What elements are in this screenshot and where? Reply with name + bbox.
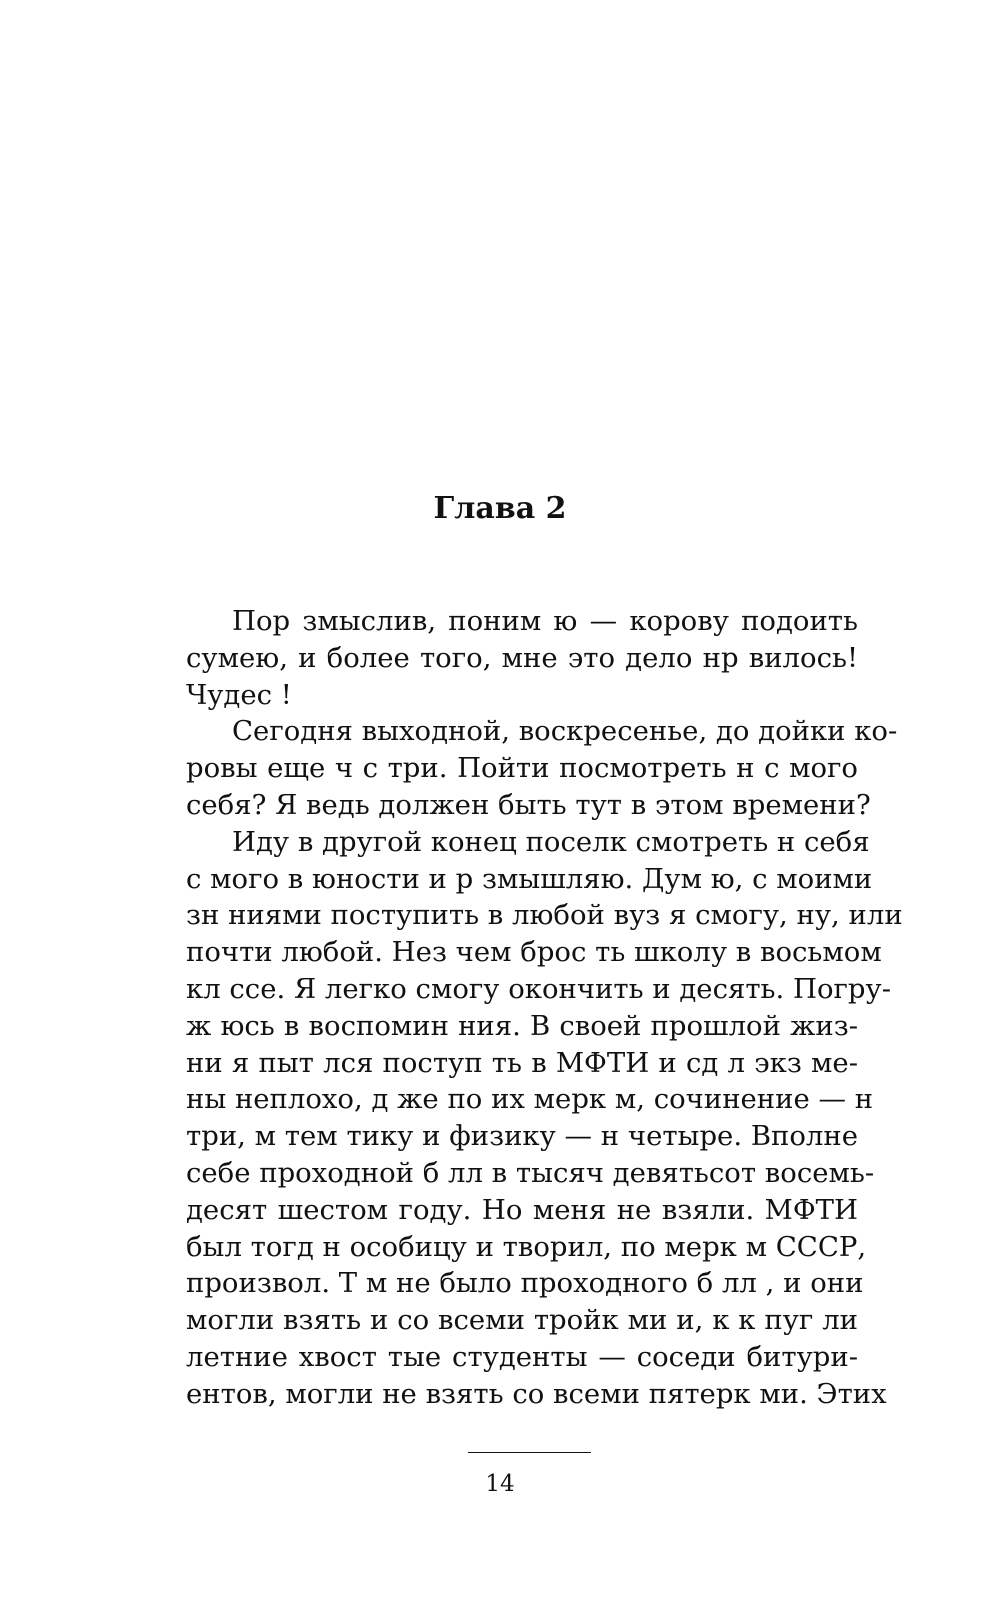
text-line: три, м тем тику и физику — н четыре. Вполне [186,1120,858,1153]
footer-rule [468,1452,591,1453]
text-line: с мого в юности и р змышляю. Дум ю, с моими [186,862,873,895]
text-line: произвол. Т м не было проходного б лл , и они [186,1267,864,1300]
text-line: кл ссе. Я легко смогу окончить и десять. Погру- [186,972,892,1005]
text-line: ни я пыт лся поступ ть в МФТИ и сд л экз ме- [186,1046,858,1079]
text-line: ж юсь в воспомин ния. В своей прошлой жиз- [186,1009,858,1042]
text-line: зн ниями поступить в любой вуз я смогу, ну, или [186,899,903,932]
text-line: десят шестом году. Но меня не взяли. МФТИ [186,1193,858,1226]
text-line: себя? Я ведь должен быть тут в этом времени? [186,788,871,821]
text-line: ентов, могли не взять со всеми пятерк ми. Этих [186,1377,887,1410]
text-line: Иду в другой конец поселк смотреть н себя [232,825,870,858]
text-line: ны неплохо, д же по их мерк м, сочинение — н [186,1083,874,1116]
chapter-title: Глава 2 [433,491,567,526]
text-line: летние хвост тые студенты — соседи битури- [186,1340,858,1373]
text-line: был тогд н особицу и творил, по мерк м СССР, [186,1230,867,1263]
text-line: могли взять и со всеми тройк ми и, к к пуг ли [186,1304,858,1337]
text-line: Пор змыслив, поним ю — корову подоить [232,605,858,637]
body-text [186,603,903,1413]
text-line: почти любой. Нез чем брос ть школу в восьмом [186,936,882,969]
text-line: Чудес ! [186,678,292,711]
text-line: сумею, и более того, мне это дело нр вилось! [186,641,858,674]
text-line: Сегодня выходной, воскресенье, до дойки ко- [232,715,898,748]
page-number: 14 [485,1471,515,1497]
text-line: ровы еще ч с три. Пойти посмотреть н с мого [186,752,858,785]
text-line: себе проходной б лл в тысяч девятьсот восемь- [186,1156,875,1189]
